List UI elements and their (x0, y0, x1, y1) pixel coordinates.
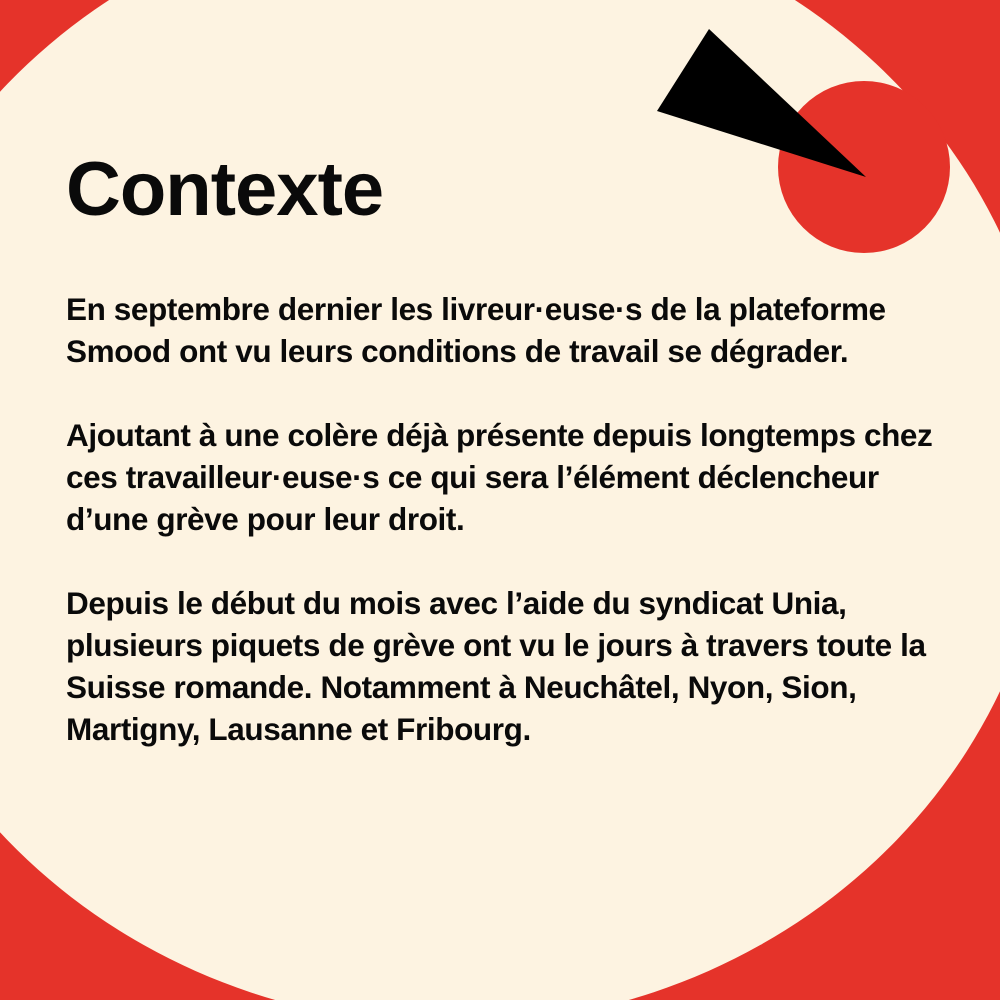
paragraph-context-2: Ajoutant à une colère déjà présente depuis longtemps chez ces travailleur·euse·s ce qui sera l’élément déclencheur d’une grève pour leur droit. (66, 416, 933, 537)
text-content (66, 147, 946, 750)
paragraph-context-3: Depuis le début du mois avec l’aide du syndicat Unia, plusieurs piquets de grève ont vu le jours à travers toute la Suisse romande. Notamment à Neuchâtel, Nyon, Sion, Martigny, Lausanne et Fribourg. (66, 584, 926, 747)
paragraph-context-1: En septembre dernier les livreur·euse·s de la plateforme Smood ont vu leurs conditions de travail se dégrader. (66, 290, 886, 369)
page-title: Contexte (66, 147, 384, 232)
